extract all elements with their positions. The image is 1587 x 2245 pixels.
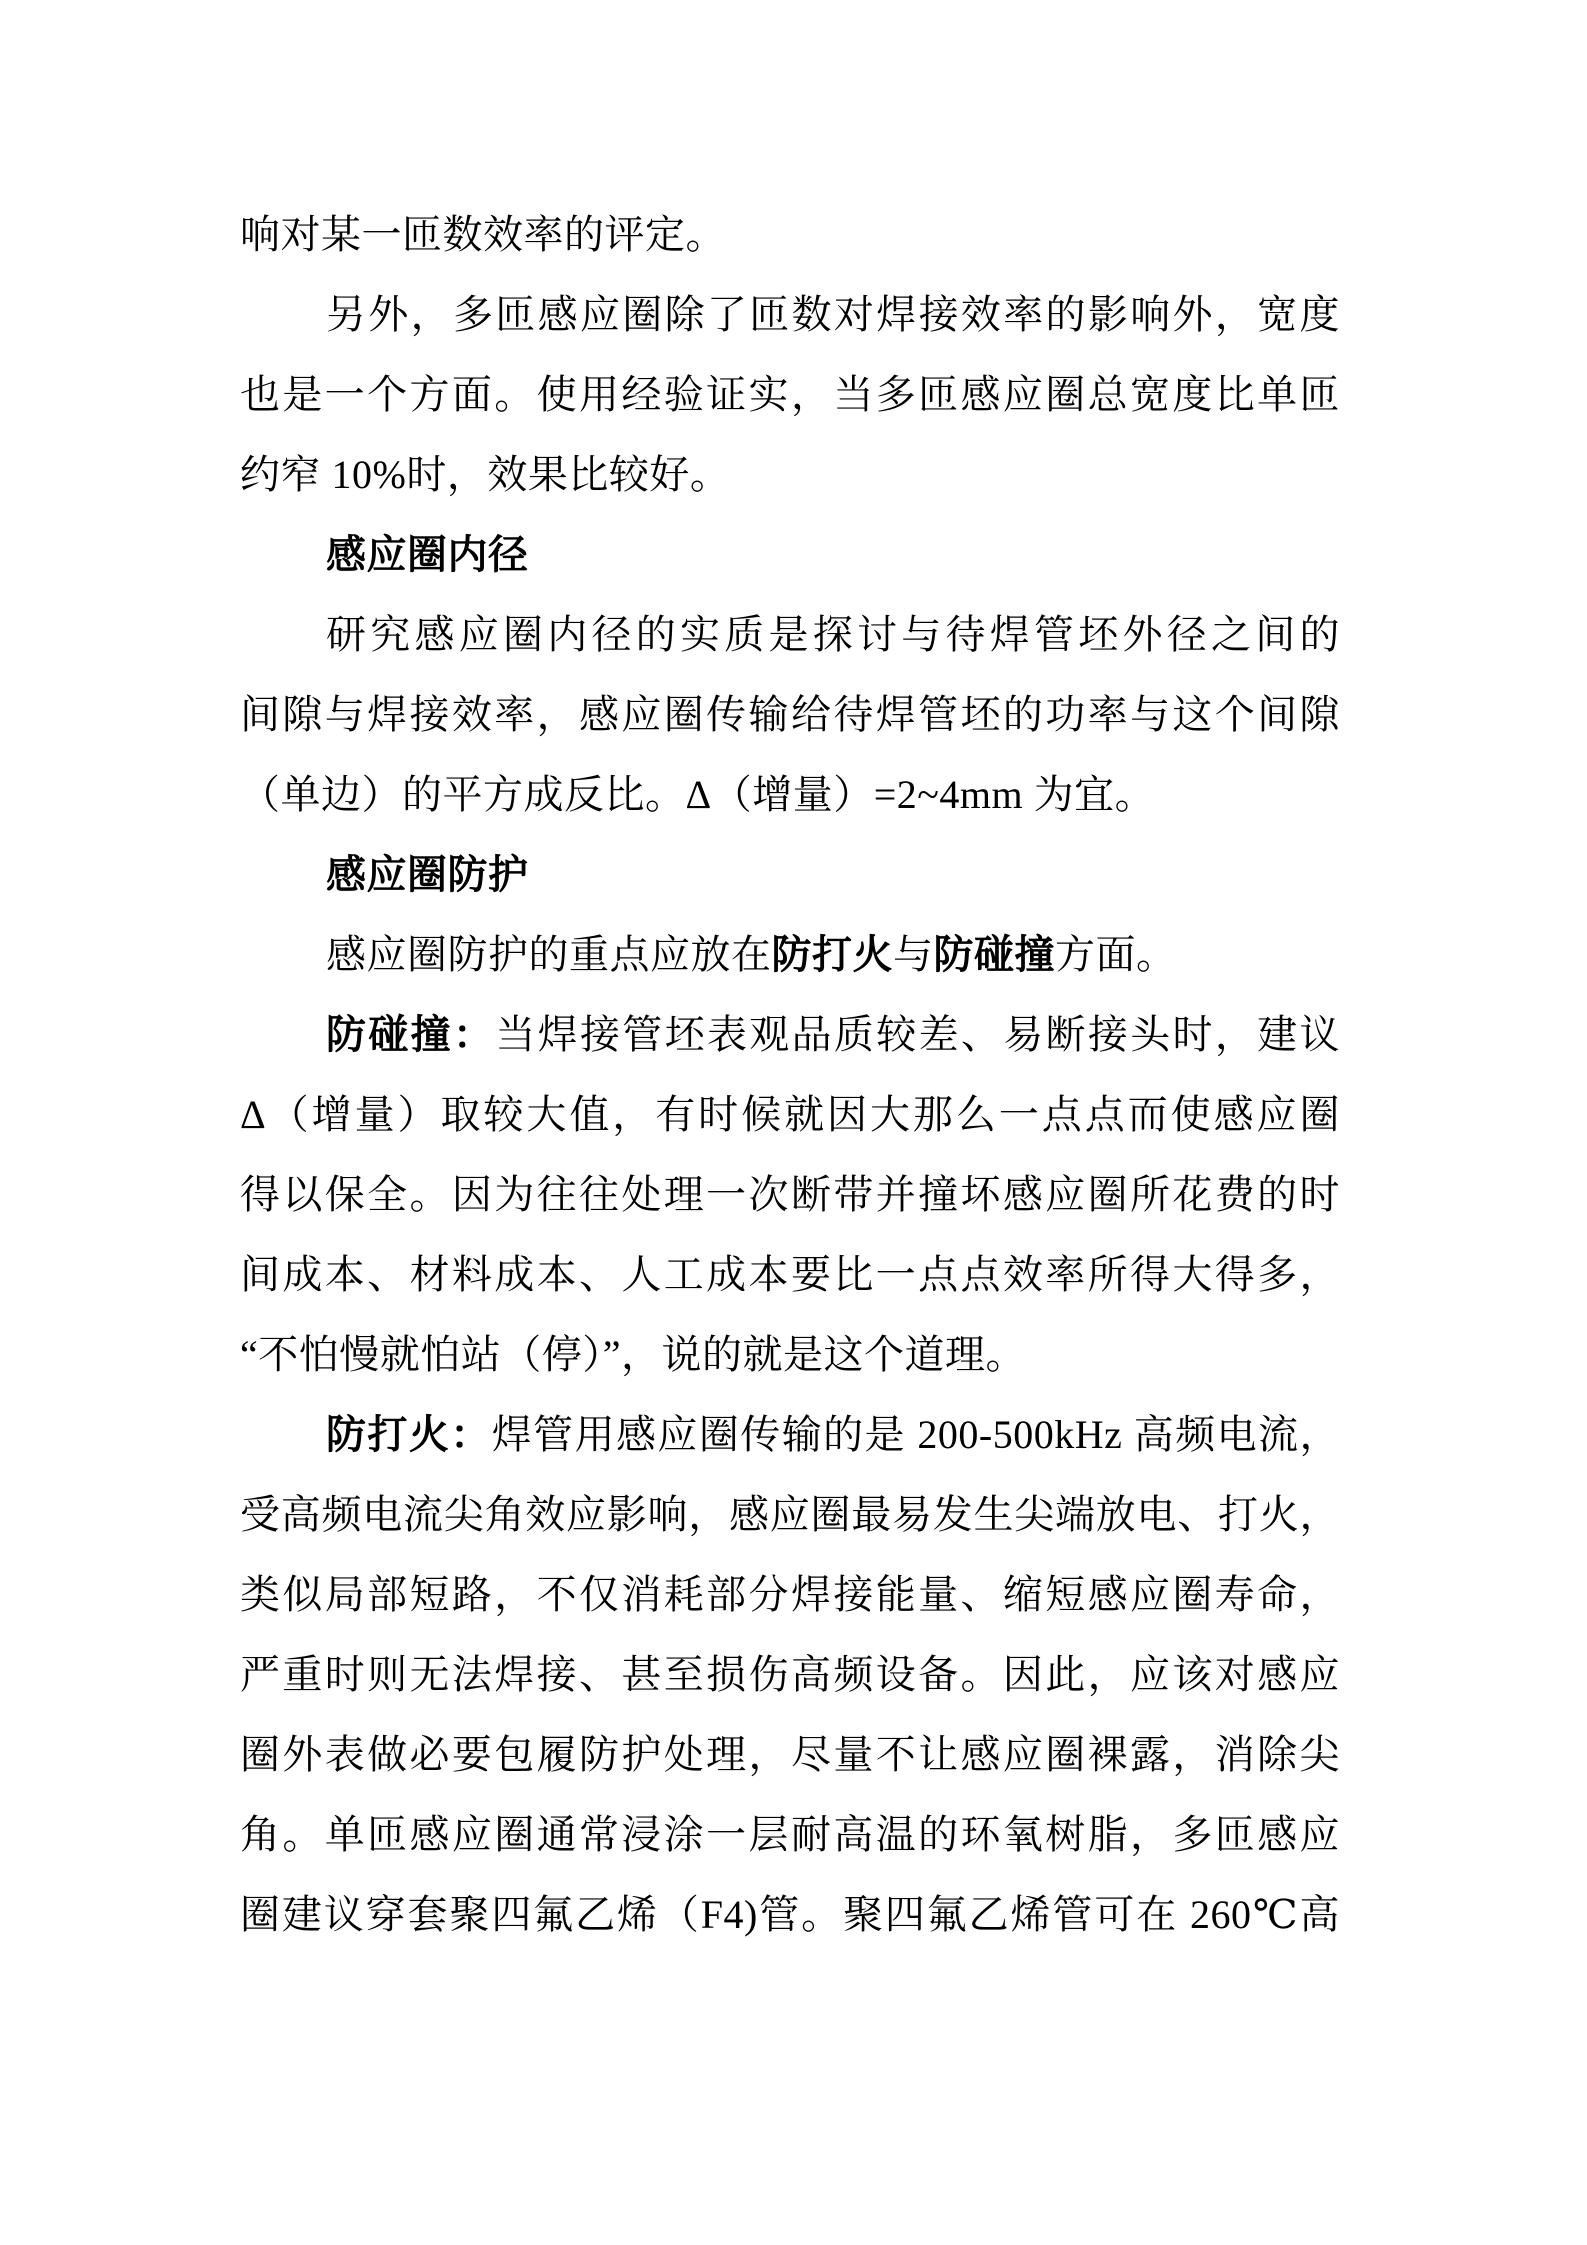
text-line [240,1235,1340,1315]
text-line [240,995,1340,1075]
text-segment: 类似局部短路，不仅消耗部分焊接能量、缩短感应圈寿命， [240,1572,1340,1617]
bold-text-segment: 防碰撞： [326,1012,496,1057]
text-segment: 感应圈防护的重点应放在 [326,932,772,977]
bold-text-segment: 防打火： [326,1412,492,1457]
text-line [240,275,1340,355]
text-line [240,195,1340,275]
text-segment: 响对某一匝数效率的评定。 [240,212,726,257]
text-segment: 方面。 [1055,932,1177,977]
section-heading-protection [240,835,1340,915]
text-line [240,355,1340,435]
text-line [240,755,1340,835]
text-line [240,675,1340,755]
text-segment: 当焊接管坯表观品质较差、易断接头时，建议 [495,1012,1341,1057]
text-segment: 得以保全。因为往往处理一次断带并撞坏感应圈所花费的时 [240,1172,1340,1217]
bold-text-segment: 防碰撞 [933,932,1055,977]
text-segment: （单边）的平方成反比。Δ（增量）=2~4mm 为宜。 [240,772,1156,817]
text-line [240,1475,1340,1555]
text-line [240,1875,1340,1955]
text-line [240,1075,1340,1155]
text-segment: 另外，多匝感应圈除了匝数对焊接效率的影响外，宽度 [326,292,1340,337]
text-line [240,1155,1340,1235]
text-segment: 角。单匝感应圈通常浸涂一层耐高温的环氧树脂，多匝感应 [240,1812,1340,1857]
text-segment: 间成本、材料成本、人工成本要比一点点效率所得大得多， [240,1252,1340,1297]
text-segment: 研究感应圈内径的实质是探讨与待焊管坯外径之间的 [326,612,1340,657]
text-line [240,1635,1340,1715]
text-segment: 圈外表做必要包履防护处理，尽量不让感应圈裸露，消除尖 [240,1732,1340,1777]
bold-text-segment: 防打火 [771,932,893,977]
text-segment: 严重时则无法焊接、甚至损伤高频设备。因此，应该对感应 [240,1652,1340,1697]
section-heading-inner-diameter [240,515,1340,595]
bold-text-segment: 感应圈内径 [326,532,529,577]
text-line [240,1715,1340,1795]
text-segment: 与 [893,932,934,977]
text-segment: 受高频电流尖角效应影响，感应圈最易发生尖端放电、打火， [240,1492,1340,1537]
text-line [240,915,1340,995]
text-segment: 圈建议穿套聚四氟乙烯（F4)管。聚四氟乙烯管可在 260℃高 [240,1892,1340,1937]
text-line [240,595,1340,675]
text-segment: 焊管用感应圈传输的是 200-500kHz 高频电流， [491,1412,1341,1457]
text-line [240,1395,1340,1475]
text-segment: 约窄 10%时，效果比较好。 [240,452,731,497]
text-segment: 间隙与焊接效率，感应圈传输给待焊管坯的功率与这个间隙 [240,692,1340,737]
text-segment: 也是一个方面。使用经验证实，当多匝感应圈总宽度比单匝 [240,372,1340,417]
text-line [240,435,1340,515]
text-segment: Δ（增量）取较大值，有时候就因大那么一点点而使感应圈 [240,1092,1340,1137]
text-line [240,1315,1340,1395]
bold-text-segment: 感应圈防护 [326,852,529,897]
text-segment: “不怕慢就怕站（停）”，说的就是这个道理。 [240,1332,1027,1377]
document-page-body [240,195,1340,1955]
text-line [240,1795,1340,1875]
text-line [240,1555,1340,1635]
